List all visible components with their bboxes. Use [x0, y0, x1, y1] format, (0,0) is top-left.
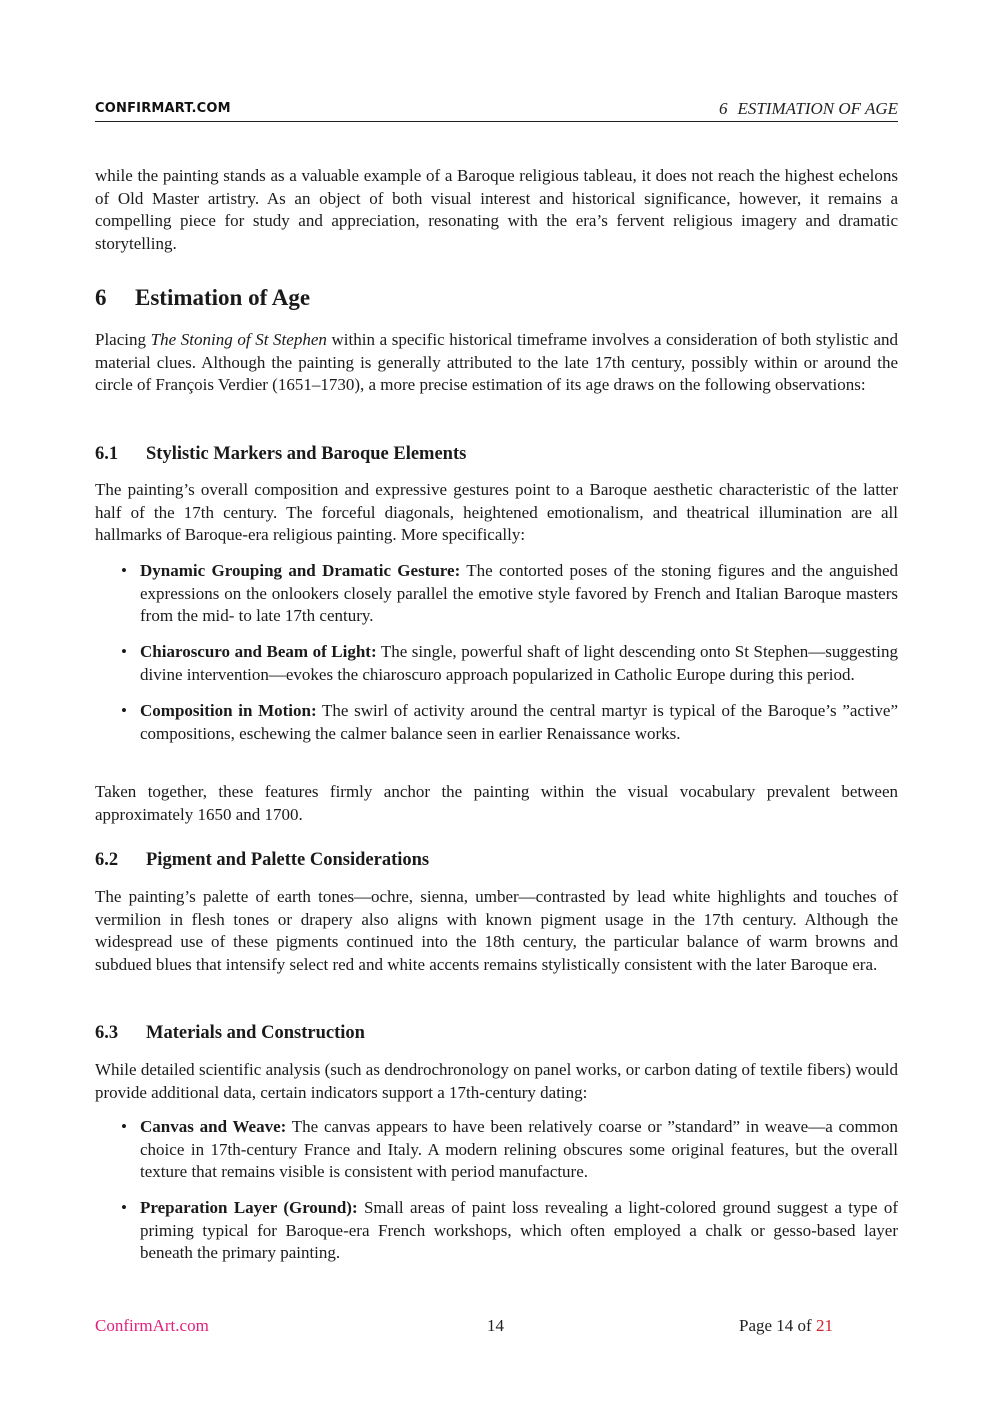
subsection-6-3-paragraph: [95, 1059, 898, 1104]
subsection-heading-6-3: [95, 1023, 365, 1044]
list-item-text: The contorted poses of the stoning figures and the anguished expressions on the onlookers closely parallel the emotive style favored by French and Italian Baroque masters from the mid- to late 17th century.: [140, 561, 898, 626]
bullet-icon: •: [121, 1117, 127, 1136]
section-intro-pre: Placing: [95, 330, 151, 349]
materials-list: [95, 1116, 898, 1279]
subsection-title: Stylistic Markers and Baroque Elements: [146, 444, 467, 464]
running-header: [95, 99, 898, 122]
list-item-term: Chiaroscuro and Beam of Light:: [140, 642, 377, 662]
section-intro-text: [95, 329, 898, 397]
page-footer: [95, 1316, 898, 1340]
list-item-text: The single, powerful shaft of light descending onto St Stephen—suggesting divine intervention—evokes the chiaroscuro approach popularized in Catholic Europe during this period.: [140, 642, 898, 684]
section-number: 6: [95, 285, 107, 310]
subsection-6-1-closing: [95, 781, 898, 826]
subsection-number: 6.2: [95, 850, 119, 870]
subsection-number: 6.1: [95, 444, 119, 464]
list-item-term: Dynamic Grouping and Dramatic Gesture:: [140, 561, 461, 580]
painting-title: The Stoning of St Stephen: [150, 330, 327, 349]
section-heading: [95, 285, 310, 311]
list-item: [95, 1116, 898, 1184]
subsection-heading-6-1: [95, 444, 466, 465]
paragraph-text: The painting’s overall composition and expressive gestures point to a Baroque aesthetic characteristic of the latter half of the 17th century. The forceful diagonals, heightened emotionalism, and theatrical illumination are all hallmarks of Baroque-era religious painting. More specifically:: [95, 480, 898, 545]
bullet-icon: •: [121, 561, 127, 580]
footer-page-label: Page 14 of: [739, 1316, 816, 1335]
subsection-title: Pigment and Palette Considerations: [146, 850, 430, 870]
paragraph-text: While detailed scientific analysis (such as dendrochronology on panel works, or carbon dating of textile fibers) would provide additional data, certain indicators support a 17th-century dating:: [95, 1060, 898, 1102]
subsection-6-1-paragraph: [95, 479, 898, 547]
footer-page-count: [739, 1316, 833, 1336]
bullet-icon: •: [121, 1198, 127, 1218]
subsection-number: 6.3: [95, 1023, 119, 1043]
list-item: [95, 1197, 898, 1265]
subsection-heading-6-2: [95, 850, 429, 871]
paragraph-text: The painting’s palette of earth tones—ochre, sienna, umber—contrasted by lead white highlights and touches of vermilion in flesh tones or drapery also aligns with known pigment usage in the 17th century. Although the widespread use of these pigments continued into the 18th century, the particular balance of warm browns and subdued blues that intensify select red and white accents remains stylistically consistent with the later Baroque era.: [95, 887, 898, 974]
paragraph-text: Taken together, these features firmly anchor the painting within the visual vocabulary prevalent between approximately 1650 and 1700.: [95, 782, 898, 824]
list-item: [95, 641, 898, 686]
intro-paragraph-text: while the painting stands as a valuable example of a Baroque religious tableau, it does not reach the highest echelons of Old Master artistry. As an object of both visual interest and historical significance, however, it remains a compelling piece for study and appreciation, resonating with the era’s fervent religious imagery and dramatic storytelling.: [95, 166, 898, 253]
list-item-term: Canvas and Weave:: [140, 1117, 287, 1136]
bullet-icon: •: [121, 700, 127, 720]
footer-total-pages-link[interactable]: 21: [815, 1316, 833, 1335]
running-section-name: ESTIMATION OF AGE: [737, 99, 898, 118]
list-item-text: The swirl of activity around the central martyr is typical of the Baroque’s ”active” compositions, eschewing the calmer balance seen in earlier Renaissance works.: [140, 700, 898, 743]
bullet-icon: •: [121, 642, 127, 662]
section-intro-post: within a specific historical timeframe involves a consideration of both stylistic and material clues. Although the painting is generally attributed to the late 17th century, possibly within or around the circle of François Verdier (1651–1730), a more precise estimation of its age draws on the following observations:: [95, 330, 898, 395]
footer-page-number: 14: [487, 1316, 504, 1335]
footer-site-link[interactable]: ConfirmArt.com: [95, 1316, 209, 1335]
subsection-title: Materials and Construction: [146, 1023, 365, 1043]
subsection-6-2-paragraph: [95, 886, 898, 976]
list-item-text: Small areas of paint loss revealing a light-colored ground suggest a type of priming typical for Baroque-era French workshops, which often employed a chalk or gesso-based layer beneath the primary painting.: [140, 1198, 898, 1263]
section-intro: [95, 329, 898, 397]
list-item-term: Preparation Layer (Ground):: [140, 1198, 358, 1218]
site-logo: CONFIRMART.COM: [95, 101, 231, 116]
intro-paragraph: [95, 165, 898, 255]
list-item-term: Composition in Motion:: [140, 700, 317, 720]
running-section-number: 6: [718, 99, 728, 118]
section-title: Estimation of Age: [135, 285, 311, 310]
list-item-text: The canvas appears to have been relatively coarse or ”standard” in weave—a common choice in 17th-century France and Italy. A modern relining obscures some original features, but the overall texture that remains visible is consistent with period manufacture.: [140, 1117, 899, 1182]
stylistic-markers-list: [95, 560, 898, 759]
running-section-title: [719, 99, 898, 119]
list-item: [95, 700, 898, 745]
list-item: [95, 560, 898, 628]
